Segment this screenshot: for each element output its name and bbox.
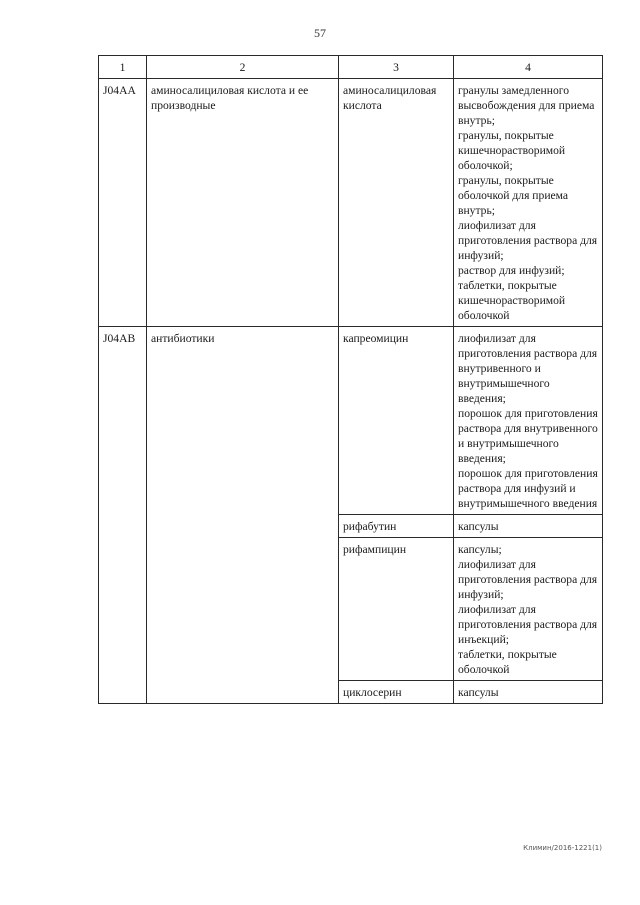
dosage-form: капсулы bbox=[458, 686, 499, 699]
dosage-forms-cell bbox=[454, 79, 603, 327]
dosage-form: гранулы, покрытые кишечнорастворимой оболочкой; bbox=[458, 129, 566, 172]
drug-name-cell: циклосерин bbox=[339, 681, 454, 704]
column-header: 4 bbox=[454, 56, 603, 79]
dosage-form: лиофилизат для приготовления раствора для инфузий; bbox=[458, 558, 598, 601]
drug-name-cell: капреомицин bbox=[339, 327, 454, 515]
dosage-form: гранулы, покрытые оболочкой для приема внутрь; bbox=[458, 174, 569, 217]
dosage-forms-cell bbox=[454, 515, 603, 538]
dosage-form: порошок для приготовления раствора для внутривенного и внутримышечного введения; bbox=[458, 407, 598, 465]
table-row bbox=[99, 327, 603, 515]
drug-name-cell: аминосалициловая кислота bbox=[339, 79, 454, 327]
dosage-forms-cell bbox=[454, 538, 603, 681]
column-header: 1 bbox=[99, 56, 147, 79]
drug-table bbox=[98, 55, 603, 704]
dosage-form: лиофилизат для приготовления раствора для инфузий; bbox=[458, 219, 598, 262]
dosage-form: лиофилизат для приготовления раствора для внутривенного и внутримышечного введения; bbox=[458, 332, 598, 405]
dosage-form: капсулы bbox=[458, 520, 499, 533]
table-body bbox=[99, 79, 603, 704]
table-header-row bbox=[99, 56, 603, 79]
footer-stamp: Климин/2016-1221(1) bbox=[523, 844, 602, 852]
group-name-cell: антибиотики bbox=[147, 327, 339, 704]
dosage-forms-cell bbox=[454, 681, 603, 704]
atc-code-cell: J04AA bbox=[99, 79, 147, 327]
dosage-form: раствор для инфузий; bbox=[458, 264, 565, 277]
table-row bbox=[99, 79, 603, 327]
dosage-form: таблетки, покрытые оболочкой bbox=[458, 648, 557, 676]
dosage-form: таблетки, покрытые кишечнорастворимой оболочкой bbox=[458, 279, 566, 322]
dosage-forms-cell bbox=[454, 327, 603, 515]
column-header: 2 bbox=[147, 56, 339, 79]
page-number: 57 bbox=[314, 26, 326, 40]
dosage-form: гранулы замедленного высвобождения для приема внутрь; bbox=[458, 84, 595, 127]
drug-name-cell: рифабутин bbox=[339, 515, 454, 538]
drug-name-cell: рифампицин bbox=[339, 538, 454, 681]
dosage-form: капсулы; bbox=[458, 543, 502, 556]
dosage-form: порошок для приготовления раствора для инфузий и внутримышечного введения bbox=[458, 467, 598, 510]
atc-code-cell: J04AB bbox=[99, 327, 147, 704]
group-name-cell: аминосалициловая кислота и ее производные bbox=[147, 79, 339, 327]
column-header: 3 bbox=[339, 56, 454, 79]
dosage-form: лиофилизат для приготовления раствора для инъекций; bbox=[458, 603, 598, 646]
